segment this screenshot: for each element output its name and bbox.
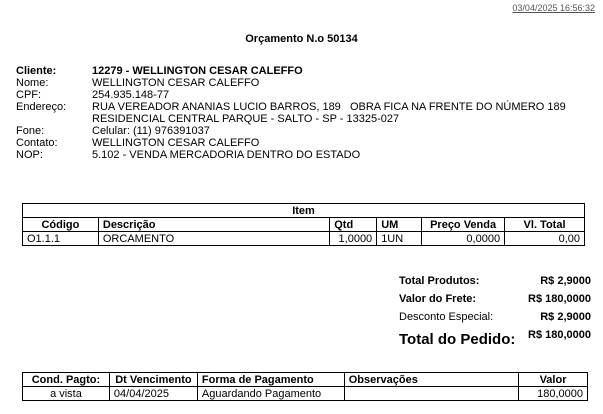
cell-um: 1UN xyxy=(377,232,422,246)
address-label-2 xyxy=(16,113,92,125)
totals-block xyxy=(399,272,591,350)
valor-frete-value: R$ 180,0000 xyxy=(528,293,591,305)
desconto-row xyxy=(399,308,591,326)
total-pedido-label: Total do Pedido: xyxy=(399,330,516,348)
desconto-value: R$ 2,9000 xyxy=(540,311,591,323)
col-header-preco-venda: Preço Venda xyxy=(422,218,505,232)
col-header-observacoes: Observações xyxy=(344,373,518,387)
customer-info xyxy=(16,65,566,161)
items-header-row xyxy=(23,218,585,232)
cpf-row xyxy=(16,89,566,101)
document-title: Orçamento N.o 50134 xyxy=(245,33,358,45)
contact-value: WELLINGTON CESAR CALEFFO xyxy=(92,137,260,149)
nop-value: 5.102 - VENDA MERCADORIA DENTRO DO ESTADO xyxy=(92,149,361,161)
items-table xyxy=(22,203,585,246)
address-row-2 xyxy=(16,113,566,125)
address-row xyxy=(16,101,566,113)
col-header-cond-pagto: Cond. Pagto: xyxy=(23,373,110,387)
col-header-um: UM xyxy=(377,218,422,232)
table-row xyxy=(23,387,588,401)
cell-descricao: ORCAMENTO xyxy=(98,232,329,246)
items-caption-row xyxy=(23,204,585,218)
col-header-descricao: Descrição xyxy=(98,218,329,232)
total-pedido-value: R$ 180,0000 xyxy=(528,329,591,341)
address-value: RUA VEREADOR ANANIAS LUCIO BARROS, 189 OBRA FICA NA FRENTE DO NÚMERO 189 xyxy=(92,101,566,113)
cell-qtd: 1,0000 xyxy=(330,232,377,246)
cell-vl-total: 0,00 xyxy=(505,232,585,246)
name-value: WELLINGTON CESAR CALEFFO xyxy=(92,77,260,89)
valor-frete-label: Valor do Frete: xyxy=(399,293,477,305)
cell-valor: 180,0000 xyxy=(519,387,588,401)
print-timestamp: 03/04/2025 16:56:32 xyxy=(512,3,595,13)
desconto-label: Desconto Especial: xyxy=(399,311,494,323)
col-header-codigo: Código xyxy=(23,218,99,232)
col-header-valor: Valor xyxy=(519,373,588,387)
col-header-forma-pagamento: Forma de Pagamento xyxy=(197,373,344,387)
customer-row xyxy=(16,65,566,77)
cell-dt-vencimento: 04/04/2025 xyxy=(109,387,197,401)
total-produtos-label: Total Produtos: xyxy=(399,275,480,287)
total-produtos-value: R$ 2,9000 xyxy=(540,275,591,287)
valor-frete-row xyxy=(399,290,591,308)
col-header-dt-vencimento: Dt Vencimento xyxy=(109,373,197,387)
col-header-vl-total: Vl. Total xyxy=(505,218,585,232)
contact-label: Contato: xyxy=(16,137,58,149)
address-label: Endereço: xyxy=(16,101,67,113)
items-caption: Item xyxy=(23,204,585,218)
phone-label: Fone: xyxy=(16,125,45,137)
phone-value: Celular: (11) 976391037 xyxy=(92,125,210,137)
total-pedido-row xyxy=(399,328,591,350)
cell-codigo: O1.1.1 xyxy=(23,232,99,246)
nop-row xyxy=(16,149,566,161)
name-label: Nome: xyxy=(16,77,49,89)
cell-observacoes xyxy=(344,387,518,401)
address-value-2: RESIDENCIAL CENTRAL PARQUE - SALTO - SP - 13325-027 xyxy=(92,113,400,125)
customer-value: 12279 - WELLINGTON CESAR CALEFFO xyxy=(92,65,303,77)
cell-forma-pagamento: Aguardando Pagamento xyxy=(197,387,344,401)
total-produtos-row xyxy=(399,272,591,290)
payment-header-row xyxy=(23,373,588,387)
customer-label: Cliente: xyxy=(16,65,57,77)
phone-row xyxy=(16,125,566,137)
cpf-label: CPF: xyxy=(16,89,42,101)
name-row xyxy=(16,77,566,89)
cpf-value: 254.935.148-77 xyxy=(92,89,170,101)
nop-label: NOP: xyxy=(16,149,43,161)
col-header-qtd: Qtd xyxy=(330,218,377,232)
table-row xyxy=(23,232,585,246)
contact-row xyxy=(16,137,566,149)
payment-table xyxy=(22,372,588,401)
cell-preco-venda: 0,0000 xyxy=(422,232,505,246)
cell-cond-pagto: a vista xyxy=(23,387,110,401)
